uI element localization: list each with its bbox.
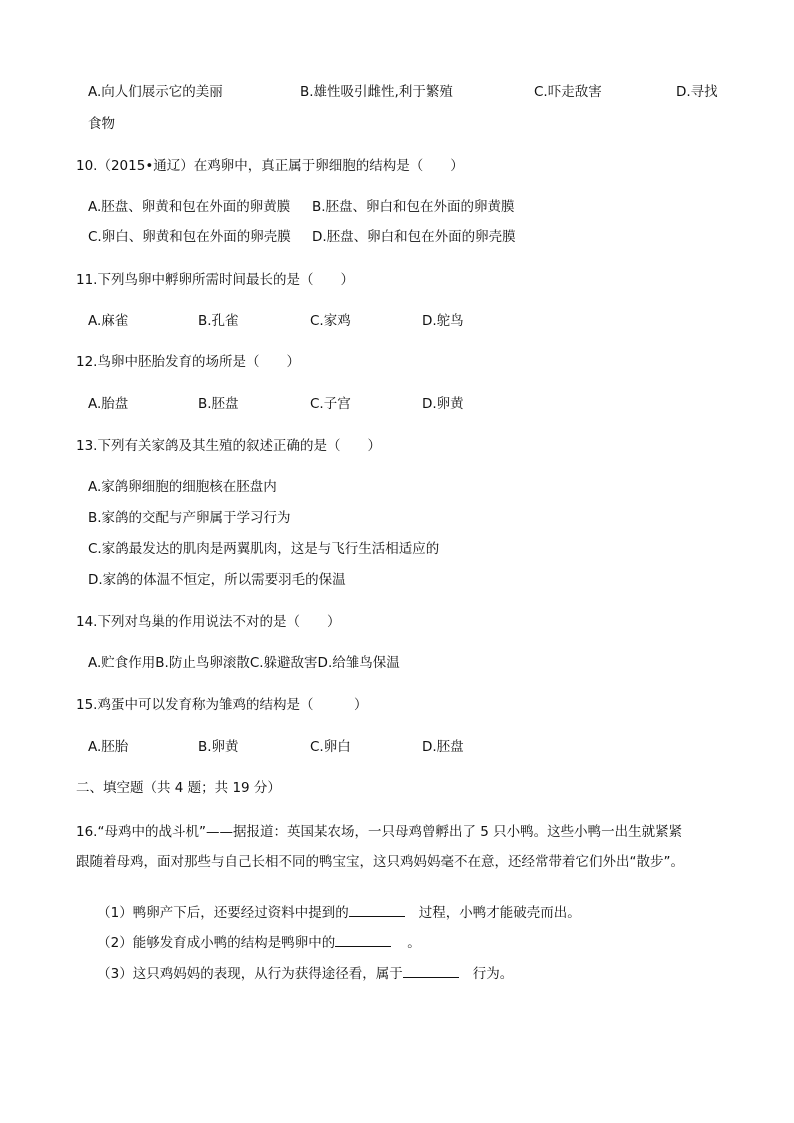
q16-sub2-text-before: （2）能够发育成小鸭的结构是鸭卵中的	[97, 935, 336, 951]
q12-option-b: B.胚盘	[198, 396, 239, 412]
q12-stem: 12.鸟卵中胚胎发育的场所是（ ）	[76, 354, 300, 370]
q9-option-b: B.雄性吸引雌性,利于繁殖	[300, 84, 453, 100]
q10-option-c: C.卵白、卵黄和包在外面的卵壳膜	[88, 229, 291, 245]
q11-option-a: A.麻雀	[88, 313, 129, 329]
q13-option-a: A.家鸽卵细胞的细胞核在胚盘内	[88, 479, 277, 495]
q16-sub3-text-before: （3）这只鸡妈妈的表现，从行为获得途径看，属于	[97, 966, 403, 982]
q14-stem: 14.下列对鸟巢的作用说法不对的是（ ）	[76, 614, 341, 630]
q10-stem: 10.（2015•通辽）在鸡卵中，真正属于卵细胞的结构是（ ）	[76, 158, 464, 174]
q9-option-a: A.向人们展示它的美丽	[88, 84, 223, 100]
q9-option-d: D.寻找	[676, 84, 718, 100]
q16-sub2-text-after: 。	[407, 935, 421, 951]
q12-option-c: C.子宫	[310, 396, 351, 412]
q13-option-d: D.家鸽的体温不恒定，所以需要羽毛的保温	[88, 572, 346, 588]
q13-stem: 13.下列有关家鸽及其生殖的叙述正确的是（ ）	[76, 438, 381, 454]
q10-option-d: D.胚盘、卵白和包在外面的卵壳膜	[312, 229, 516, 245]
q13-option-c: C.家鸽最发达的肌肉是两翼肌肉，这是与飞行生活相适应的	[88, 541, 440, 557]
section-heading-fill-in: 二、填空题（共 4 题；共 19 分）	[76, 780, 281, 796]
q9-option-c: C.吓走敌害	[534, 84, 602, 100]
q13-option-b: B.家鸽的交配与产卵属于学习行为	[88, 510, 291, 526]
q16-subquestion-3	[80, 946, 513, 1001]
q15-stem: 15.鸡蛋中可以发育称为雏鸡的结构是（ ）	[76, 697, 368, 713]
q12-option-a: A.胎盘	[88, 396, 129, 412]
q16-sub1-text-before: （1）鸭卵产下后，还要经过资料中提到的	[97, 905, 349, 921]
q15-option-b: B.卵黄	[198, 739, 239, 755]
q15-option-d: D.胚盘	[422, 739, 464, 755]
q15-option-a: A.胚胎	[88, 739, 129, 755]
q10-option-a: A.胚盘、卵黄和包在外面的卵黄膜	[88, 199, 291, 215]
q9-option-d-wrap: 食物	[88, 116, 115, 132]
q10-option-b: B.胚盘、卵白和包在外面的卵黄膜	[312, 199, 515, 215]
q15-option-c: C.卵白	[310, 739, 351, 755]
q16-stem-line-2: 跟随着母鸡，面对那些与自己长相不同的鸭宝宝，这只鸡妈妈毫不在意，还经常带着它们外出“散步”。	[76, 854, 684, 870]
q16-sub3-text-after: 行为。	[472, 966, 514, 982]
q11-option-d: D.鸵鸟	[422, 313, 464, 329]
q16-sub3-answer-blank[interactable]	[403, 964, 459, 978]
q11-stem: 11.下列鸟卵中孵卵所需时间最长的是（ ）	[76, 272, 354, 288]
q11-option-b: B.孔雀	[198, 313, 239, 329]
q14-options: A.贮食作用B.防止鸟卵滚散C.躲避敌害D.给雏鸟保温	[88, 655, 400, 671]
q16-stem-line-1: 16.“母鸡中的战斗机”——据报道：英国某农场，一只母鸡曾孵出了 5 只小鸭。这些小鸭一出生就紧紧	[76, 824, 683, 840]
q12-option-d: D.卵黄	[422, 396, 464, 412]
q16-sub2-answer-blank[interactable]	[335, 933, 391, 947]
q11-option-c: C.家鸡	[310, 313, 351, 329]
q16-sub1-text-after: 过程，小鸭才能破壳而出。	[418, 905, 581, 921]
